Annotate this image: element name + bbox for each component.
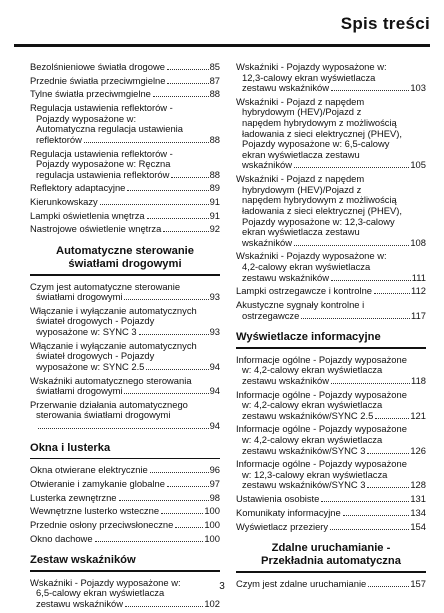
toc-page-number: 118 — [411, 374, 426, 386]
toc-entry[interactable] — [30, 89, 220, 100]
toc-entry-text: wskaźników — [242, 236, 293, 248]
dot-leader — [167, 83, 208, 84]
section-heading-line: Wyświetlacze informacyjne — [236, 331, 381, 344]
toc-entry[interactable] — [236, 522, 426, 533]
toc-entry[interactable] — [236, 62, 426, 94]
toc-entry-text: wyposażone w: SYNC 3 — [36, 326, 137, 338]
dot-leader — [119, 500, 209, 501]
toc-entry-text: Wskaźniki - Pojazdy wyposażone w: — [236, 250, 387, 262]
toc-entry-text: Czym jest zdalne uruchamianie — [236, 577, 367, 589]
dot-leader — [175, 527, 203, 528]
toc-entry-text: Reflektory adaptacyjne — [30, 182, 126, 194]
dot-leader — [331, 280, 411, 281]
section-rule — [30, 274, 220, 276]
toc-entry-text: Okno dachowe — [30, 532, 93, 544]
toc-page-number: 102 — [204, 597, 220, 609]
dot-leader — [367, 453, 409, 454]
dot-leader — [139, 334, 209, 335]
dot-leader — [321, 501, 409, 502]
dot-leader — [125, 606, 203, 607]
toc-entry[interactable] — [236, 174, 426, 248]
section-heading — [30, 245, 220, 276]
toc-entry-text: światłami drogowymi — [36, 385, 123, 397]
toc-entry-text: Lampki oświetlenia wnętrza — [30, 209, 145, 221]
toc-entry[interactable] — [30, 183, 220, 194]
toc-entry-text: zestawu wskaźników — [242, 271, 330, 283]
toc-entry-text: Pojazdy wyposażone w: 12,3-calowy — [242, 215, 395, 227]
toc-entry[interactable] — [30, 149, 220, 181]
dot-leader — [375, 418, 409, 419]
toc-entry[interactable] — [30, 376, 220, 397]
dot-leader — [374, 293, 410, 294]
toc-page-number: 100 — [204, 505, 220, 517]
toc-entry-text: Informacje ogólne - Pojazdy wyposażone — [236, 458, 407, 470]
toc-page-number: 91 — [209, 209, 220, 221]
toc-entry-text: Okna otwierane elektrycznie — [30, 464, 148, 476]
toc-left-column — [30, 62, 220, 613]
toc-entry-text: Przerwanie działania automatycznego — [30, 398, 188, 410]
toc-entry-text: Informacje ogólne - Pojazdy wyposażone — [236, 388, 407, 400]
section-rule — [236, 347, 426, 349]
section-heading-line: światłami drogowymi — [68, 258, 182, 271]
section-heading — [236, 331, 426, 349]
toc-page-number: 131 — [410, 493, 426, 505]
toc-entry-text: Wewnętrzne lusterko wsteczne — [30, 505, 160, 517]
toc-entry-text: Regulacja ustawienia reflektorów - — [30, 102, 173, 114]
dot-leader — [84, 142, 209, 143]
toc-entry-text: ładowania z sieci elektrycznej (PHEV), — [242, 204, 402, 216]
toc-entry[interactable] — [30, 465, 220, 476]
toc-entry-text: regulacja ustawienia reflektorów — [36, 168, 170, 180]
toc-page-number: 105 — [410, 159, 426, 171]
toc-entry-text: reflektorów — [36, 133, 82, 145]
dot-leader — [294, 245, 409, 246]
dot-leader — [146, 369, 208, 370]
toc-entry[interactable] — [236, 286, 426, 297]
dot-leader — [171, 177, 208, 178]
section-heading-line: Zdalne uruchamianie - — [271, 542, 391, 555]
toc-entry-text: Akustyczne sygnały kontrolne i — [236, 298, 365, 310]
toc-entry-text: ekran wyświetlacza zestawu — [242, 226, 360, 238]
toc-entry[interactable] — [236, 508, 426, 519]
dot-leader — [38, 428, 209, 429]
dot-leader — [153, 96, 209, 97]
toc-entry[interactable] — [236, 97, 426, 171]
toc-page-number: 117 — [411, 309, 426, 321]
toc-entry-text: Lusterka zewnętrzne — [30, 491, 117, 503]
dot-leader — [150, 472, 209, 473]
toc-right-column — [236, 62, 426, 592]
toc-entry-text: zestawu wskaźników — [242, 374, 330, 386]
dot-leader — [147, 218, 209, 219]
toc-entry[interactable] — [30, 211, 220, 222]
toc-entry-text: wskaźników — [242, 159, 293, 171]
toc-entry-text: w: 4,2-calowy ekran wyświetlacza — [242, 364, 383, 376]
toc-entry-text: Komunikaty informacyjne — [236, 506, 341, 518]
toc-entry-text: Wyświetlacz przeziery — [236, 520, 329, 532]
toc-entry[interactable] — [236, 459, 426, 491]
toc-entry[interactable] — [30, 341, 220, 373]
toc-entry[interactable] — [236, 355, 426, 387]
toc-entry-text: zestawu wskaźników/SYNC 3 — [242, 444, 366, 456]
toc-entry-text: napędem hybrydowym z możliwością — [242, 194, 397, 206]
toc-entry[interactable] — [30, 479, 220, 490]
toc-entry-text: Informacje ogólne - Pojazdy wyposażone — [236, 353, 407, 365]
section-rule — [236, 571, 426, 573]
toc-entry[interactable] — [30, 520, 220, 531]
toc-page-number: 88 — [209, 133, 220, 145]
section-heading-line: Okna i lusterka — [30, 441, 111, 454]
toc-entry[interactable] — [30, 197, 220, 208]
toc-entry-text: Lampki ostrzegawcze i kontrolne — [236, 285, 373, 297]
toc-entry-text: Pojazdy wyposażone w: 6,5-calowy — [242, 138, 390, 150]
section-heading — [236, 542, 426, 573]
toc-entry-text: Wskaźniki - Pojazdy wyposażone w: — [236, 61, 387, 72]
toc-page-number: 134 — [410, 506, 426, 518]
toc-entry-text: światłami drogowymi — [36, 291, 123, 303]
toc-page-number: 154 — [410, 520, 426, 532]
toc-entry-text: w: 4,2-calowy ekran wyświetlacza — [242, 433, 383, 445]
toc-entry-text: Informacje ogólne - Pojazdy wyposażone — [236, 423, 407, 435]
toc-entry-text: Włączanie i wyłączanie automatycznych — [30, 339, 197, 351]
toc-entry-text: zestawu wskaźników/SYNC 2.5 — [242, 409, 374, 421]
toc-entry-text: Otwieranie i zamykanie globalne — [30, 477, 165, 489]
section-heading-line: Automatyczne sterowanie — [55, 245, 194, 258]
toc-entry-text: zestawu wskaźników — [242, 82, 330, 94]
toc-entry-text: ekran wyświetlacza zestawu — [242, 148, 360, 160]
toc-page-number: 89 — [209, 182, 220, 194]
toc-entry-text: Pojazdy wyposażone w: Ręczna — [36, 158, 171, 170]
toc-entry-text: Czym jest automatyczne sterowanie — [30, 280, 181, 292]
dot-leader — [163, 231, 208, 232]
toc-page-number: 85 — [209, 61, 220, 72]
toc-entry-text: świateł drogowych - Pojazdy — [36, 350, 155, 362]
toc-entry-text: Kierunkowskazy — [30, 196, 98, 208]
toc-page-number: 100 — [204, 532, 220, 544]
toc-entry[interactable] — [30, 506, 220, 517]
dot-leader — [100, 204, 209, 205]
toc-page-number: 92 — [209, 223, 220, 235]
toc-page-number: 97 — [209, 477, 220, 489]
toc-entry-text: Wskaźniki - Pojazdy wyposażone w: — [30, 576, 181, 588]
toc-entry[interactable] — [30, 306, 220, 338]
toc-page-number: 94 — [209, 385, 220, 397]
toc-page-number: 88 — [209, 168, 220, 180]
toc-entry-text: Przednie światła przeciwmgielne — [30, 74, 166, 86]
toc-page-number: 108 — [410, 236, 426, 248]
toc-entry[interactable] — [30, 76, 220, 87]
dot-leader — [161, 513, 203, 514]
dot-leader — [301, 318, 410, 319]
toc-entry-text: Przednie osłony przeciwsłoneczne — [30, 518, 174, 530]
toc-page-number: 100 — [204, 518, 220, 530]
toc-entry[interactable] — [30, 62, 220, 73]
dot-leader — [167, 69, 209, 70]
dot-leader — [95, 541, 204, 542]
toc-page-number: 111 — [411, 271, 426, 283]
dot-leader — [167, 486, 209, 487]
toc-entry-text: 4,2-calowy ekran wyświetlacza — [242, 260, 371, 272]
toc-entry[interactable] — [30, 103, 220, 145]
toc-entry[interactable] — [236, 390, 426, 422]
section-heading — [30, 554, 220, 572]
toc-page-number: 93 — [209, 326, 220, 338]
toc-entry-text: napędem hybrydowym z możliwością — [242, 117, 397, 129]
toc-entry[interactable] — [30, 534, 220, 545]
toc-page-number: 91 — [209, 196, 220, 208]
toc-entry-text: 6,5-calowy ekran wyświetlacza — [36, 587, 165, 599]
dot-leader — [127, 190, 208, 191]
toc-entry-text: Pojazdy wyposażone w: — [36, 112, 137, 124]
toc-page-number: 94 — [209, 360, 220, 372]
toc-entry-text: sterowania światłami drogowymi — [36, 409, 171, 421]
toc-entry[interactable] — [30, 493, 220, 504]
toc-page-number: 93 — [209, 291, 220, 303]
toc-entry-text: 12,3-calowy ekran wyświetlacza — [242, 71, 376, 83]
toc-entry-text: Bezolśnieniowe światła drogowe — [30, 61, 165, 72]
section-heading-line: Zestaw wskaźników — [30, 554, 136, 567]
toc-page-number: 128 — [410, 479, 426, 491]
section-rule — [30, 570, 220, 572]
toc-entry-text: zestawu wskaźników/SYNC 3 — [242, 479, 366, 491]
toc-entry-text: Wskaźniki automatycznego sterowania — [30, 374, 192, 386]
dot-leader — [331, 90, 409, 91]
toc-entry-text: zestawu wskaźników — [36, 597, 124, 609]
toc-entry-text: Ustawienia osobiste — [236, 493, 320, 505]
dot-leader — [343, 515, 410, 516]
toc-entry[interactable] — [236, 424, 426, 456]
toc-entry[interactable] — [236, 494, 426, 505]
toc-entry[interactable] — [236, 300, 426, 321]
toc-entry-text: Wskaźniki - Pojazd z napędem — [236, 173, 365, 185]
section-heading-line: Przekładnia automatyczna — [261, 555, 401, 568]
section-rule — [30, 458, 220, 460]
toc-entry-text: hybrydowym (HEV)/Pojazd z — [242, 183, 362, 195]
toc-page-number: 94 — [209, 420, 220, 432]
toc-entry-text: Wskaźniki - Pojazd z napędem — [236, 95, 365, 107]
toc-entry[interactable] — [30, 224, 220, 235]
toc-entry-text: ostrzegawcze — [242, 309, 300, 321]
toc-entry-text: wyposażone w: SYNC 2.5 — [36, 360, 145, 372]
dot-leader — [124, 299, 208, 300]
toc-entry-text: w: 12,3-calowy ekran wyświetlacza — [242, 468, 388, 480]
dot-leader — [330, 529, 409, 530]
toc-entry-text: Włączanie i wyłączanie automatycznych — [30, 304, 197, 316]
toc-page-number: 121 — [410, 409, 426, 421]
header-rule — [14, 44, 430, 47]
toc-entry-text: Regulacja ustawienia reflektorów - — [30, 147, 173, 159]
page-number: 3 — [219, 581, 225, 592]
toc-entry-text: ładowania z sieci elektrycznej (PHEV), — [242, 127, 402, 139]
toc-entry-text: w: 4,2-calowy ekran wyświetlacza — [242, 399, 383, 411]
page-header — [0, 0, 444, 44]
toc-entry-text: Nastrojowe oświetlenie wnętrza — [30, 223, 162, 235]
toc-entry-text: Tylne światła przeciwmgielne — [30, 88, 151, 100]
dot-leader — [367, 487, 409, 488]
toc-page-number: 98 — [209, 491, 220, 503]
toc-entry[interactable] — [236, 251, 426, 283]
toc-page-number: 126 — [410, 444, 426, 456]
toc-page-number: 96 — [209, 464, 220, 476]
page-title: Spis treści — [340, 14, 430, 33]
toc-page-number: 157 — [410, 577, 426, 589]
dot-leader — [294, 167, 409, 168]
dot-leader — [124, 393, 208, 394]
toc-page-number: 103 — [410, 82, 426, 94]
toc-page-number: 88 — [209, 88, 220, 100]
toc-entry-text: hybrydowym (HEV)/Pojazd z — [242, 106, 362, 118]
toc-entry-text: świateł drogowych - Pojazdy — [36, 315, 155, 327]
section-heading — [30, 442, 220, 460]
toc-page-number: 87 — [209, 74, 220, 86]
toc-entry[interactable] — [30, 400, 220, 432]
dot-leader — [331, 383, 410, 384]
toc-entry[interactable] — [30, 282, 220, 303]
toc-page-number: 112 — [411, 285, 426, 297]
toc-entry-text: Automatyczna regulacja ustawienia — [36, 123, 183, 135]
